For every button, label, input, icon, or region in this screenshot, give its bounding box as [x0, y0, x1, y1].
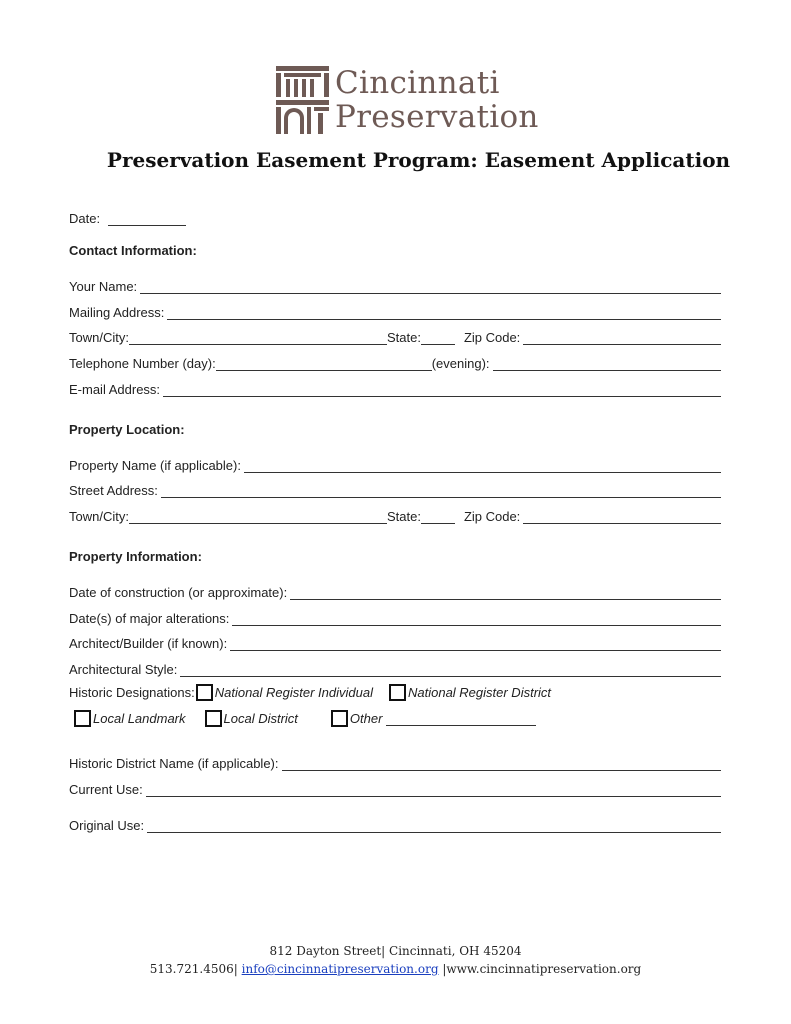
- current-use-row: [69, 779, 721, 797]
- your-name-label: Your Name:: [69, 279, 138, 294]
- footer-email-link[interactable]: info@cincinnatipreservation.org: [241, 962, 439, 976]
- street-address-label: Street Address:: [69, 483, 158, 498]
- current-use-field[interactable]: [146, 782, 721, 797]
- current-use-label: Current Use:: [69, 782, 143, 797]
- architect-row: [69, 633, 721, 651]
- architect-label: Architect/Builder (if known):: [69, 636, 228, 651]
- nr-individual-label: National Register Individual: [214, 685, 373, 700]
- mailing-address-label: Mailing Address:: [69, 305, 165, 320]
- town-city-label: Town/City:: [69, 330, 129, 345]
- logo-wordmark: [335, 66, 539, 134]
- original-use-field[interactable]: [147, 818, 721, 833]
- email-field[interactable]: [163, 382, 721, 397]
- contact-heading: Contact Information:: [69, 243, 197, 258]
- original-use-label: Original Use:: [69, 818, 145, 833]
- district-name-row: [69, 753, 721, 771]
- date-alterations-row: [69, 608, 721, 626]
- logo: [276, 66, 539, 134]
- footer-contact: [0, 962, 791, 976]
- other-field[interactable]: [386, 711, 536, 726]
- mailing-address-row: [69, 302, 721, 320]
- logo-line1: Cincinnati: [335, 65, 500, 101]
- property-name-label: Property Name (if applicable):: [69, 458, 241, 473]
- district-name-label: Historic District Name (if applicable):: [69, 756, 279, 771]
- local-landmark-checkbox[interactable]: [74, 710, 91, 727]
- nr-district-label: National Register District: [407, 685, 552, 700]
- district-name-field[interactable]: [282, 756, 722, 771]
- original-use-row: [69, 815, 721, 833]
- email-row: [69, 379, 721, 397]
- location-zip-label: Zip Code:: [463, 509, 521, 524]
- contact-town-row: [69, 327, 721, 345]
- style-field[interactable]: [180, 662, 721, 677]
- zip-label: Zip Code:: [463, 330, 521, 345]
- zip-field[interactable]: [523, 330, 721, 345]
- email-label: E-mail Address:: [69, 382, 161, 397]
- date-construction-label: Date of construction (or approximate):: [69, 585, 288, 600]
- local-district-checkbox[interactable]: [205, 710, 222, 727]
- footer-phone: 513.721.4506|: [149, 962, 238, 976]
- telephone-evening-field[interactable]: [493, 356, 721, 371]
- other-checkbox[interactable]: [331, 710, 348, 727]
- location-state-label: State:: [386, 509, 421, 524]
- footer-web: |www.cincinnatipreservation.org: [442, 962, 642, 976]
- local-district-label: Local District: [223, 711, 298, 726]
- street-address-row: [69, 480, 721, 498]
- other-label: Other: [349, 711, 383, 726]
- evening-label: (evening):: [431, 356, 490, 371]
- info-heading: Property Information:: [69, 549, 202, 564]
- telephone-day-label: Telephone Number (day):: [69, 356, 216, 371]
- town-city-field[interactable]: [129, 330, 387, 345]
- historic-designations-row: [69, 684, 551, 701]
- your-name-field[interactable]: [140, 279, 721, 294]
- designations-row-2: [74, 710, 536, 727]
- location-state-field[interactable]: [421, 509, 455, 524]
- property-name-row: [69, 455, 721, 473]
- location-town-row: [69, 506, 721, 524]
- state-field[interactable]: [421, 330, 455, 345]
- style-row: [69, 659, 721, 677]
- date-row: [69, 208, 721, 226]
- date-field[interactable]: [108, 211, 186, 226]
- date-alterations-label: Date(s) of major alterations:: [69, 611, 230, 626]
- mailing-address-field[interactable]: [167, 305, 721, 320]
- page-title: Preservation Easement Program: Easement Application: [106, 148, 731, 172]
- property-name-field[interactable]: [244, 458, 721, 473]
- telephone-day-field[interactable]: [216, 356, 432, 371]
- date-label: Date:: [69, 211, 101, 226]
- location-zip-field[interactable]: [523, 509, 721, 524]
- style-label: Architectural Style:: [69, 662, 178, 677]
- telephone-row: [69, 353, 721, 371]
- location-town-city-field[interactable]: [129, 509, 387, 524]
- date-construction-row: [69, 582, 721, 600]
- street-address-field[interactable]: [161, 483, 721, 498]
- nr-individual-checkbox[interactable]: [196, 684, 213, 701]
- date-construction-field[interactable]: [290, 585, 721, 600]
- footer-address: 812 Dayton Street| Cincinnati, OH 45204: [269, 944, 522, 958]
- building-logo-icon: [276, 66, 329, 134]
- historic-designations-label: Historic Designations:: [69, 685, 195, 700]
- location-heading: Property Location:: [69, 422, 185, 437]
- nr-district-checkbox[interactable]: [389, 684, 406, 701]
- local-landmark-label: Local Landmark: [93, 711, 186, 726]
- logo-line2: Preservation: [335, 99, 539, 135]
- state-label: State:: [386, 330, 421, 345]
- architect-field[interactable]: [230, 636, 721, 651]
- location-town-city-label: Town/City:: [69, 509, 129, 524]
- date-alterations-field[interactable]: [232, 611, 721, 626]
- your-name-row: [69, 276, 721, 294]
